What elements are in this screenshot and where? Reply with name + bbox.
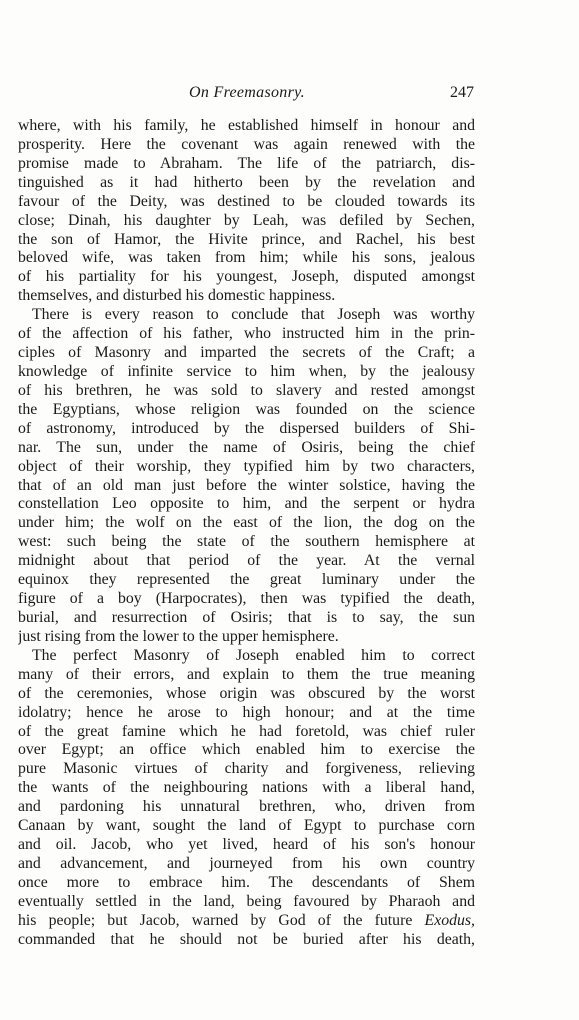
page-number: 247	[450, 84, 474, 101]
italic-word: Exodus,	[424, 911, 475, 929]
text-line: close; Dinah, his daughter by Leah, was defiled by Sechen,	[18, 211, 475, 229]
text-line: prosperity. Here the covenant was again renewed with the	[18, 135, 475, 153]
text-line: tinguished as it had hitherto been by the revelation and	[18, 173, 475, 191]
text-line: themselves, and disturbed his domestic happiness.	[18, 287, 336, 305]
text-line: promise made to Abraham. The life of the patriarch, dis-	[18, 154, 475, 172]
text-line: object of their worship, they typified him by two characters,	[18, 457, 475, 475]
text-line: Canaan by want, sought the land of Egypt to purchase corn	[18, 817, 475, 835]
text-line: the son of Hamor, the Hivite prince, and Rachel, his best	[18, 230, 475, 248]
text-line: of the ceremonies, whose origin was obscured by the worst	[18, 684, 475, 702]
text-line: equinox they represented the great luminary under the	[18, 571, 475, 589]
text-line: many of their errors, and explain to them the true meaning	[18, 665, 475, 683]
text-line: of astronomy, introduced by the dispersed builders of Shi-	[18, 419, 475, 437]
text-line: of the great famine which he had foretold, was chief ruler	[18, 722, 475, 740]
body-text	[18, 117, 475, 950]
text-line: eventually settled in the land, being favoured by Pharaoh and	[18, 892, 475, 910]
text-line: constellation Leo opposite to him, and the serpent or hydra	[18, 495, 475, 513]
text-line: west: such being the state of the southern hemisphere at	[18, 533, 475, 551]
text-line: There is every reason to conclude that Joseph was worthy	[32, 306, 475, 324]
text-line-part: his people; but Jacob, warned by God of the future	[18, 911, 425, 929]
text-line: favour of the Deity, was destined to be clouded towards its	[18, 192, 475, 210]
running-title: On Freemasonry.	[189, 84, 305, 101]
text-line: nar. The sun, under the name of Osiris, being the chief	[18, 438, 475, 456]
text-line: just rising from the lower to the upper hemisphere.	[18, 627, 339, 645]
text-line: The perfect Masonry of Joseph enabled him to correct	[32, 646, 475, 664]
text-line: beloved wife, was taken from him; while his sons, jealous	[18, 249, 475, 267]
text-line: of the affection of his father, who instructed him in the prin-	[18, 325, 475, 343]
text-line: commanded that he should not be buried after his death,	[18, 930, 475, 948]
text-line: of his brethren, he was sold to slavery and rested amongst	[18, 381, 475, 399]
text-line: and advancement, and journeyed from his own country	[18, 854, 475, 872]
text-line: knowledge of infinite service to him when, by the jealousy	[18, 362, 475, 380]
text-line: pure Masonic virtues of charity and forgiveness, relieving	[18, 760, 475, 778]
text-line: where, with his family, he established himself in honour and	[18, 117, 475, 134]
text-line: that of an old man just before the winter solstice, having the	[18, 476, 475, 494]
text-line: the wants of the neighbouring nations with a liberal hand,	[18, 779, 475, 797]
text-line: the Egyptians, whose religion was founded on the science	[18, 400, 475, 418]
text-line: over Egypt; an office which enabled him to exercise the	[18, 741, 475, 759]
text-line: idolatry; hence he arose to high honour; and at the time	[18, 703, 475, 721]
text-line: of his partiality for his youngest, Joseph, disputed amongst	[18, 268, 475, 286]
text-line: figure of a boy (Harpocrates), then was typified the death,	[18, 590, 475, 608]
text-line: under him; the wolf on the east of the lion, the dog on the	[18, 514, 475, 532]
running-head	[20, 84, 474, 106]
text-line	[18, 912, 475, 931]
text-line: ciples of Masonry and imparted the secrets of the Craft; a	[18, 344, 475, 362]
text-line: and pardoning his unnatural brethren, who, driven from	[18, 798, 475, 816]
text-line: burial, and resurrection of Osiris; that is to say, the sun	[18, 608, 475, 626]
text-line: once more to embrace him. The descendants of Shem	[18, 873, 475, 891]
text-line: midnight about that period of the year. At the vernal	[18, 552, 475, 570]
text-line: and oil. Jacob, who yet lived, heard of his son's honour	[18, 836, 475, 854]
